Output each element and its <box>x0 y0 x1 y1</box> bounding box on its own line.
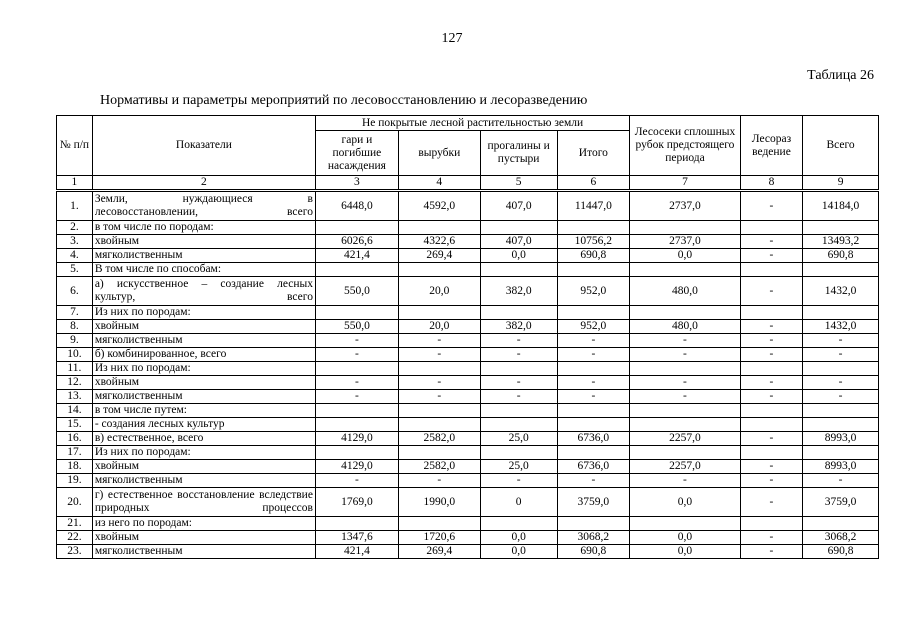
cell-value <box>480 418 557 432</box>
cell-value: 25,0 <box>480 432 557 446</box>
cell-value <box>398 404 480 418</box>
column-number: 6 <box>557 176 630 191</box>
cell-value: - <box>740 460 802 474</box>
column-number: 9 <box>803 176 879 191</box>
cell-value: - <box>803 376 879 390</box>
cell-value: 8993,0 <box>803 432 879 446</box>
header-all: Всего <box>803 116 879 176</box>
page-number: 127 <box>441 31 463 46</box>
cell-value: 0 <box>480 488 557 517</box>
cell-value <box>803 263 879 277</box>
column-number: 2 <box>92 176 315 191</box>
cell-value <box>740 418 802 432</box>
cell-value: 1990,0 <box>398 488 480 517</box>
row-number: 6. <box>57 277 93 306</box>
cell-value: - <box>398 376 480 390</box>
cell-value <box>803 418 879 432</box>
table-row <box>57 432 879 446</box>
row-number: 9. <box>57 334 93 348</box>
cell-value <box>740 446 802 460</box>
cell-value <box>398 446 480 460</box>
cell-value <box>740 404 802 418</box>
cell-value: 952,0 <box>557 277 630 306</box>
table-row <box>57 418 879 432</box>
table-row <box>57 320 879 334</box>
row-label: в том числе путем: <box>92 404 315 418</box>
table-row <box>57 235 879 249</box>
cell-value <box>557 221 630 235</box>
cell-value: 0,0 <box>480 545 557 559</box>
cell-value: - <box>740 432 802 446</box>
header-indicators: Показатели <box>92 116 315 176</box>
cell-value: - <box>315 474 398 488</box>
row-label: В том числе по способам: <box>92 263 315 277</box>
cell-value: 4322,6 <box>398 235 480 249</box>
cell-value: - <box>398 390 480 404</box>
table-body <box>57 191 879 559</box>
row-number: 1. <box>57 191 93 221</box>
cell-value: 3068,2 <box>803 531 879 545</box>
cell-value <box>315 418 398 432</box>
cell-value <box>480 221 557 235</box>
header-cutting-areas: Лесосеки сплошных рубок предстоящего периода <box>630 116 741 176</box>
table-label: Таблица 26 <box>807 68 874 83</box>
cell-value: 421,4 <box>315 249 398 263</box>
row-label: г) естественное восстановление вследствие природных процессов <box>92 488 315 517</box>
cell-value <box>803 306 879 320</box>
cell-value: 2582,0 <box>398 460 480 474</box>
row-label: мягколиственным <box>92 545 315 559</box>
header-no: № п/п <box>57 116 93 176</box>
cell-value <box>740 517 802 531</box>
row-number: 21. <box>57 517 93 531</box>
cell-value <box>480 517 557 531</box>
row-label: Из них по породам: <box>92 306 315 320</box>
column-number: 5 <box>480 176 557 191</box>
row-number: 3. <box>57 235 93 249</box>
table-row <box>57 191 879 221</box>
table-row <box>57 376 879 390</box>
table-row <box>57 488 879 517</box>
cell-value: - <box>315 348 398 362</box>
cell-value <box>315 446 398 460</box>
cell-value: 11447,0 <box>557 191 630 221</box>
cell-value: 269,4 <box>398 545 480 559</box>
row-label: в том числе по породам: <box>92 221 315 235</box>
row-number: 20. <box>57 488 93 517</box>
table-row <box>57 474 879 488</box>
cell-value: 1347,6 <box>315 531 398 545</box>
row-number: 18. <box>57 460 93 474</box>
cell-value <box>315 404 398 418</box>
row-number: 15. <box>57 418 93 432</box>
cell-value: - <box>803 474 879 488</box>
cell-value: - <box>315 376 398 390</box>
cell-value: - <box>398 474 480 488</box>
row-label: мягколиственным <box>92 249 315 263</box>
cell-value <box>630 446 741 460</box>
cell-value: 952,0 <box>557 320 630 334</box>
cell-value <box>480 263 557 277</box>
table-row <box>57 517 879 531</box>
cell-value: - <box>740 334 802 348</box>
cell-value: 480,0 <box>630 320 741 334</box>
row-number: 16. <box>57 432 93 446</box>
cell-value <box>740 306 802 320</box>
cell-value <box>740 362 802 376</box>
row-label: хвойным <box>92 376 315 390</box>
cell-value: 6736,0 <box>557 432 630 446</box>
cell-value: 0,0 <box>480 249 557 263</box>
table-row <box>57 221 879 235</box>
cell-value: - <box>630 348 741 362</box>
cell-value: 550,0 <box>315 320 398 334</box>
cell-value: 269,4 <box>398 249 480 263</box>
cell-value <box>480 306 557 320</box>
cell-value: 0,0 <box>630 531 741 545</box>
cell-value <box>630 362 741 376</box>
cell-value <box>803 362 879 376</box>
table-row <box>57 277 879 306</box>
table-row <box>57 334 879 348</box>
cell-value: 2737,0 <box>630 235 741 249</box>
column-number: 1 <box>57 176 93 191</box>
row-label: а) искусственное – создание лесных культур, всего <box>92 277 315 306</box>
cell-value <box>557 263 630 277</box>
cell-value <box>630 418 741 432</box>
header-total: Итого <box>557 131 630 176</box>
cell-value: 20,0 <box>398 277 480 306</box>
cell-value: 20,0 <box>398 320 480 334</box>
document-title: Нормативы и параметры мероприятий по лесовосстановлению и лесоразведению <box>100 93 588 108</box>
cell-value: 1769,0 <box>315 488 398 517</box>
cell-value <box>803 517 879 531</box>
header-uncovered-lands: Не покрытые лесной растительностью земли <box>315 116 629 131</box>
row-number: 11. <box>57 362 93 376</box>
row-label: Из них по породам: <box>92 362 315 376</box>
cell-value: 690,8 <box>557 545 630 559</box>
cell-value: - <box>740 531 802 545</box>
cell-value: - <box>740 249 802 263</box>
cell-value <box>803 404 879 418</box>
row-number: 4. <box>57 249 93 263</box>
header-burns: гари и погибшие насаждения <box>315 131 398 176</box>
row-label: хвойным <box>92 320 315 334</box>
cell-value: 8993,0 <box>803 460 879 474</box>
cell-value: 4592,0 <box>398 191 480 221</box>
cell-value <box>315 306 398 320</box>
column-number: 4 <box>398 176 480 191</box>
cell-value: 3068,2 <box>557 531 630 545</box>
cell-value: 690,8 <box>557 249 630 263</box>
cell-value: 0,0 <box>630 545 741 559</box>
cell-value: - <box>740 488 802 517</box>
cell-value: 0,0 <box>630 249 741 263</box>
row-label: мягколиственным <box>92 474 315 488</box>
cell-value: 14184,0 <box>803 191 879 221</box>
cell-value <box>740 263 802 277</box>
cell-value <box>398 221 480 235</box>
row-number: 12. <box>57 376 93 390</box>
cell-value: 2257,0 <box>630 460 741 474</box>
row-number: 22. <box>57 531 93 545</box>
table-row <box>57 404 879 418</box>
cell-value <box>315 517 398 531</box>
cell-value: 1432,0 <box>803 320 879 334</box>
table-row <box>57 249 879 263</box>
cell-value <box>557 418 630 432</box>
cell-value <box>557 404 630 418</box>
cell-value: 0,0 <box>480 531 557 545</box>
row-number: 14. <box>57 404 93 418</box>
cell-value: 6448,0 <box>315 191 398 221</box>
norms-table <box>56 115 879 559</box>
cell-value <box>557 362 630 376</box>
row-label: хвойным <box>92 460 315 474</box>
cell-value: 6736,0 <box>557 460 630 474</box>
cell-value: 25,0 <box>480 460 557 474</box>
cell-value: - <box>803 348 879 362</box>
cell-value: - <box>740 545 802 559</box>
column-number: 8 <box>740 176 802 191</box>
table-row <box>57 446 879 460</box>
cell-value: - <box>630 474 741 488</box>
cell-value: 1720,6 <box>398 531 480 545</box>
cell-value: - <box>630 334 741 348</box>
cell-value <box>398 263 480 277</box>
cell-value: 6026,6 <box>315 235 398 249</box>
cell-value: 4129,0 <box>315 432 398 446</box>
cell-value: 1432,0 <box>803 277 879 306</box>
cell-value: 407,0 <box>480 235 557 249</box>
cell-value: 4129,0 <box>315 460 398 474</box>
table-row <box>57 306 879 320</box>
cell-value <box>740 221 802 235</box>
cell-value: - <box>557 376 630 390</box>
cell-value <box>630 263 741 277</box>
cell-value: 3759,0 <box>557 488 630 517</box>
cell-value: - <box>557 390 630 404</box>
cell-value: - <box>803 390 879 404</box>
cell-value <box>630 306 741 320</box>
cell-value: - <box>740 474 802 488</box>
cell-value: 407,0 <box>480 191 557 221</box>
header-afforestation: Лесораз ведение <box>740 116 802 176</box>
row-number: 13. <box>57 390 93 404</box>
table-row <box>57 362 879 376</box>
cell-value: 13493,2 <box>803 235 879 249</box>
row-label: - создания лесных культур <box>92 418 315 432</box>
cell-value <box>630 221 741 235</box>
row-label: хвойным <box>92 235 315 249</box>
row-label: Из них по породам: <box>92 446 315 460</box>
cell-value: - <box>315 334 398 348</box>
column-number: 7 <box>630 176 741 191</box>
table-row <box>57 460 879 474</box>
cell-value: - <box>740 390 802 404</box>
cell-value <box>557 306 630 320</box>
cell-value: - <box>740 320 802 334</box>
cell-value: 421,4 <box>315 545 398 559</box>
cell-value: 382,0 <box>480 320 557 334</box>
row-label: из него по породам: <box>92 517 315 531</box>
row-label: мягколиственным <box>92 334 315 348</box>
table-row <box>57 348 879 362</box>
column-numbers-row <box>57 176 879 191</box>
table-row <box>57 545 879 559</box>
cell-value: - <box>740 277 802 306</box>
cell-value: 550,0 <box>315 277 398 306</box>
cell-value: - <box>480 390 557 404</box>
cell-value <box>398 362 480 376</box>
row-number: 17. <box>57 446 93 460</box>
cell-value: - <box>480 474 557 488</box>
cell-value: - <box>315 390 398 404</box>
cell-value: 2257,0 <box>630 432 741 446</box>
cell-value: - <box>398 348 480 362</box>
cell-value <box>315 263 398 277</box>
cell-value <box>480 404 557 418</box>
header-clearings: вырубки <box>398 131 480 176</box>
row-number: 7. <box>57 306 93 320</box>
cell-value: - <box>557 474 630 488</box>
row-label: в) естественное, всего <box>92 432 315 446</box>
cell-value: - <box>480 334 557 348</box>
cell-value <box>557 517 630 531</box>
cell-value <box>398 517 480 531</box>
cell-value: 0,0 <box>630 488 741 517</box>
table-row <box>57 531 879 545</box>
cell-value: 690,8 <box>803 545 879 559</box>
cell-value: - <box>740 348 802 362</box>
cell-value <box>315 221 398 235</box>
row-number: 2. <box>57 221 93 235</box>
cell-value: - <box>803 334 879 348</box>
cell-value: 690,8 <box>803 249 879 263</box>
cell-value: - <box>630 376 741 390</box>
row-number: 23. <box>57 545 93 559</box>
header-glades: прогалины и пустыри <box>480 131 557 176</box>
cell-value: - <box>480 376 557 390</box>
cell-value: 2737,0 <box>630 191 741 221</box>
row-number: 19. <box>57 474 93 488</box>
column-number: 3 <box>315 176 398 191</box>
cell-value <box>630 517 741 531</box>
cell-value <box>803 446 879 460</box>
cell-value <box>803 221 879 235</box>
cell-value: - <box>398 334 480 348</box>
cell-value <box>398 306 480 320</box>
cell-value: - <box>740 191 802 221</box>
cell-value: - <box>740 376 802 390</box>
cell-value <box>630 404 741 418</box>
cell-value <box>398 418 480 432</box>
row-label: мягколиственным <box>92 390 315 404</box>
cell-value: - <box>480 348 557 362</box>
row-label: б) комбинированное, всего <box>92 348 315 362</box>
cell-value: - <box>557 334 630 348</box>
row-number: 8. <box>57 320 93 334</box>
cell-value <box>557 446 630 460</box>
table-row <box>57 390 879 404</box>
table-row <box>57 263 879 277</box>
row-label: хвойным <box>92 531 315 545</box>
cell-value: - <box>740 235 802 249</box>
cell-value: 382,0 <box>480 277 557 306</box>
cell-value <box>480 446 557 460</box>
row-label: Земли, нуждающиеся в лесовосстановлении, всего <box>92 191 315 221</box>
row-number: 5. <box>57 263 93 277</box>
row-number: 10. <box>57 348 93 362</box>
cell-value <box>315 362 398 376</box>
cell-value: 2582,0 <box>398 432 480 446</box>
cell-value: 10756,2 <box>557 235 630 249</box>
cell-value: 3759,0 <box>803 488 879 517</box>
cell-value: - <box>557 348 630 362</box>
cell-value: - <box>630 390 741 404</box>
cell-value <box>480 362 557 376</box>
cell-value: 480,0 <box>630 277 741 306</box>
